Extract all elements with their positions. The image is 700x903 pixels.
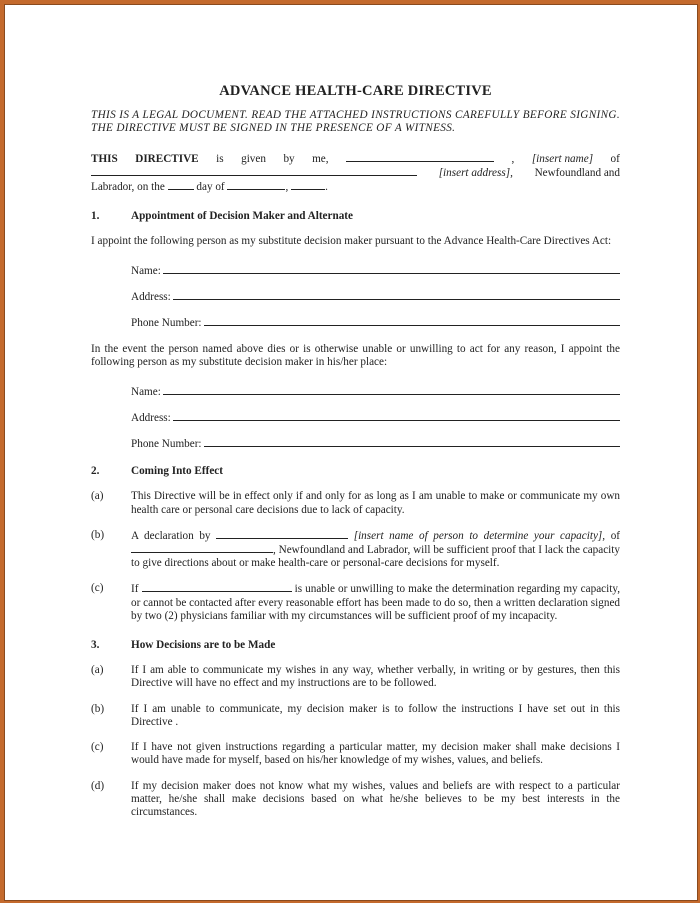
- clause-text: If I have not given instructions regarding a particular matter, my decision maker shall make decisions I would have made for myself, based on his/her knowledge of my wishes, values, and beliefs.: [131, 741, 620, 767]
- clause-3d: [91, 780, 620, 820]
- intro-line-2: [91, 166, 620, 180]
- year-blank[interactable]: [291, 180, 325, 190]
- declarant-alt-blank[interactable]: [142, 582, 292, 592]
- document-page: [4, 4, 698, 901]
- alt-phone-field: [131, 436, 620, 451]
- intro-of: of: [610, 152, 620, 165]
- intro-word: me,: [312, 152, 329, 165]
- intro-comma: ,: [511, 152, 515, 165]
- intro-word: THIS: [91, 152, 118, 165]
- field-label: Phone Number:: [131, 317, 202, 330]
- insert-address-hint: [insert address],: [438, 166, 513, 179]
- section-number: 2.: [91, 465, 100, 478]
- clause-label: (a): [91, 490, 104, 503]
- section-title: Coming Into Effect: [131, 465, 223, 478]
- sdm-address-field: [131, 289, 620, 304]
- declarant-address-blank[interactable]: [131, 543, 273, 553]
- clause-3c: [91, 741, 620, 767]
- intro-comma: ,: [285, 181, 289, 194]
- section-title: Appointment of Decision Maker and Alternate: [131, 210, 353, 223]
- intro-line-1: [91, 152, 620, 166]
- page-title: ADVANCE HEALTH-CARE DIRECTIVE: [219, 83, 492, 99]
- intro-line-3: [91, 180, 620, 194]
- intro-period: .: [325, 181, 328, 194]
- province-text: Newfoundland and: [534, 166, 620, 179]
- labrador-text: Labrador, on the: [91, 181, 165, 194]
- clause-2c: [91, 582, 620, 623]
- section-3-heading: [91, 639, 620, 652]
- clause-text: This Directive will be in effect only if and only for as long as I am unable to make or communicate my own health care or personal care decisions due to lack of capacity.: [131, 490, 620, 516]
- clause-text: If is unable or unwilling to make the determination regarding my capacity, or cannot be contacted after every reasonable effort has been made to do so, then a written declaration signed by two (2) physicians familiar with my circumstances will be sufficient proof of my incapacity.: [131, 583, 621, 622]
- clause-3b: [91, 703, 620, 729]
- intro-word: DIRECTIVE: [135, 152, 199, 165]
- name-blank[interactable]: [346, 152, 494, 162]
- sdm-address-line[interactable]: [173, 289, 620, 300]
- intro-word: given: [241, 152, 266, 165]
- clause-label: (b): [91, 702, 105, 715]
- clause-text: A declaration by [insert name of person to determine your capacity], of , Newfoundland and Labrador, will be sufficient proof that I lack the capacity to give directions about or make health-care or personal-care decisions for myself.: [131, 529, 621, 570]
- declarant-blank[interactable]: [216, 529, 348, 539]
- clause-2b: [91, 529, 620, 571]
- clause-text: If I am unable to communicate, my decision maker is to follow the instructions I have set out in this Directive .: [131, 702, 620, 728]
- day-blank[interactable]: [168, 180, 194, 190]
- sdm-name-line[interactable]: [163, 263, 620, 274]
- section-title: How Decisions are to be Made: [131, 639, 276, 652]
- sdm-name-field: [131, 263, 620, 278]
- document-body: [91, 85, 620, 831]
- field-label: Address:: [131, 411, 171, 424]
- section-1-heading: [91, 210, 620, 223]
- sdm-phone-field: [131, 315, 620, 330]
- clause-label: (b): [91, 528, 105, 541]
- alternate-paragraph: In the event the person named above dies or is otherwise unable or unwilling to act for any reason, I appoint the following person as my substitute decision maker in his/her place:: [91, 343, 620, 369]
- sdm-phone-line[interactable]: [204, 315, 620, 326]
- clause-label: (c): [91, 582, 104, 595]
- month-blank[interactable]: [227, 180, 285, 190]
- address-blank[interactable]: [91, 166, 417, 176]
- intro-word: is: [216, 152, 224, 165]
- alt-name-field: [131, 384, 620, 399]
- day-of-text: day of: [196, 181, 225, 194]
- field-label: Address:: [131, 290, 171, 303]
- alt-name-line[interactable]: [163, 384, 620, 395]
- intro-word: by: [283, 152, 295, 165]
- clause-2a: [91, 490, 620, 516]
- clause-3a: [91, 664, 620, 690]
- clause-label: (d): [91, 779, 105, 792]
- appoint-paragraph: I appoint the following person as my substitute decision maker pursuant to the Advance Health-Care Directives Act:: [91, 235, 612, 248]
- clause-label: (c): [91, 741, 104, 754]
- section-2-heading: [91, 465, 620, 478]
- insert-name-hint: [insert name]: [531, 152, 594, 165]
- alt-phone-line[interactable]: [204, 436, 620, 447]
- field-label: Name:: [131, 264, 161, 277]
- clause-text: If my decision maker does not know what my wishes, values and beliefs are with respect to a particular matter, he/she shall make decisions based on what he/she believes to be my best interests in the circumstances.: [131, 779, 620, 818]
- section-number: 3.: [91, 639, 100, 652]
- clause-text: If I am able to communicate my wishes in any way, whether verbally, in writing or by gestures, then this Directive will have no effect and my instructions are to be followed.: [131, 664, 620, 690]
- alt-address-line[interactable]: [173, 410, 620, 421]
- field-label: Phone Number:: [131, 438, 202, 451]
- field-label: Name:: [131, 385, 161, 398]
- alt-address-field: [131, 410, 620, 425]
- section-number: 1.: [91, 210, 100, 223]
- clause-label: (a): [91, 664, 104, 677]
- legal-warning: THIS IS A LEGAL DOCUMENT. READ THE ATTACHED INSTRUCTIONS CAREFULLY BEFORE SIGNING. THE DIRECTIVE MUST BE SIGNED IN THE PRESENCE OF A WITNESS.: [91, 109, 620, 135]
